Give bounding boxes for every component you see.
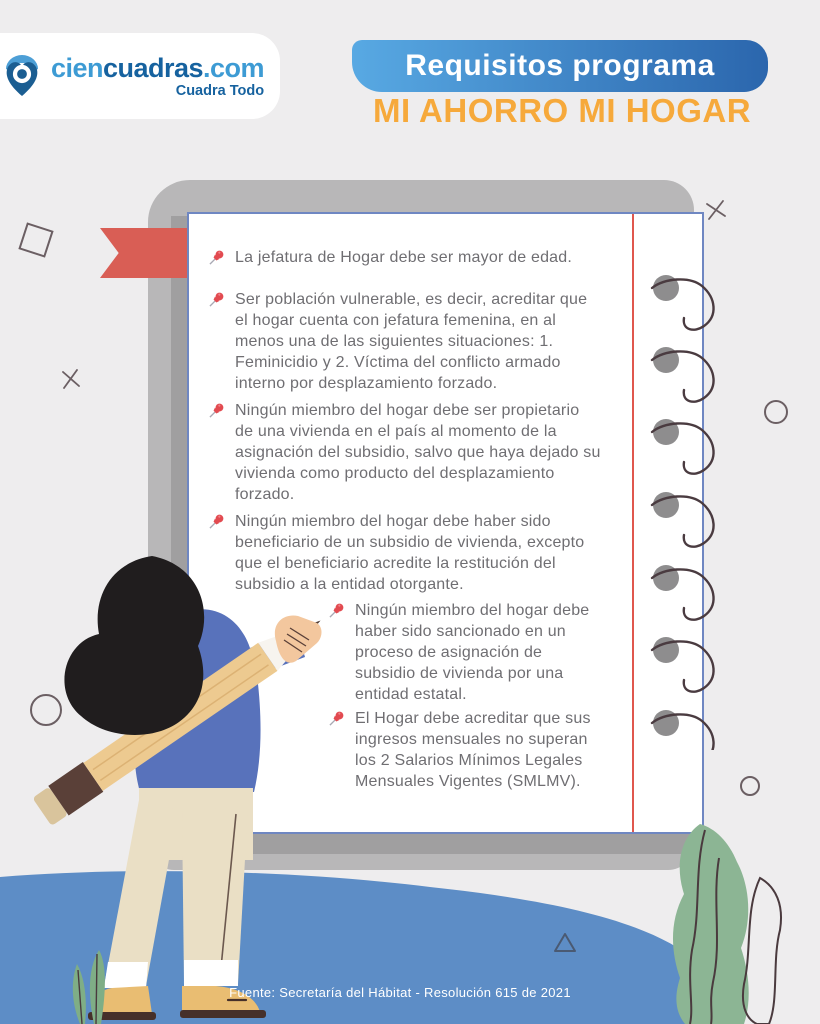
header-banner xyxy=(352,40,768,92)
pushpin-icon xyxy=(206,512,226,532)
red-ribbon-bookmark xyxy=(100,228,189,278)
diamond-outline-decoration xyxy=(18,222,53,257)
requirement-text: Ningún miembro del hogar debe haber sido beneficiario de un subsidio de vivienda, excepto que el beneficiario acredite la restitución del subsidio a la entidad otorgante. xyxy=(235,513,585,593)
source-caption: Fuente: Secretaría del Hábitat - Resolución 615 de 2021 xyxy=(229,985,571,1000)
character-illustration xyxy=(0,540,360,1024)
pushpin-icon xyxy=(206,401,226,421)
requirement-text: El Hogar debe acreditar que sus ingresos mensuales no superan los 2 Salarios Mínimos Legales Mensuales Vigentes (SMLMV). xyxy=(355,710,591,790)
banner-title: Requisitos programa xyxy=(405,49,715,82)
requirement-text: Ningún miembro del hogar debe ser propietario de una vivienda en el país al momento de la asignación del subsidio, salvo que haya dejado su vivienda como producto del desplazamiento forzado. xyxy=(235,402,601,503)
heart-location-icon xyxy=(2,54,42,98)
requirement-item xyxy=(206,400,602,505)
circle-outline-decoration xyxy=(764,400,788,424)
brand-tagline: Cuadra Todo xyxy=(175,82,265,99)
cross-decoration xyxy=(704,198,728,222)
program-title: MI AHORRO MI HOGAR xyxy=(372,92,752,129)
requirement-item xyxy=(206,289,598,394)
small-plant xyxy=(58,938,130,1024)
brand-name-part: cuadras xyxy=(102,52,204,83)
requirement-item xyxy=(326,600,602,705)
brand-logo-text xyxy=(51,54,264,99)
brand-tld: .com xyxy=(203,52,265,83)
brand-logo-card xyxy=(0,33,280,119)
requirement-text: Ningún miembro del hogar debe haber sido sancionado en un proceso de asignación de subsidio de vivienda por una entidad estatal. xyxy=(355,602,590,703)
requirement-text: La jefatura de Hogar debe ser mayor de edad. xyxy=(235,249,573,266)
requirement-item xyxy=(326,708,602,792)
brand-name-part: cien xyxy=(50,52,103,83)
pushpin-icon xyxy=(206,290,226,310)
requirement-item xyxy=(206,247,606,268)
cross-decoration xyxy=(60,368,82,390)
circle-outline-decoration xyxy=(740,776,760,796)
pushpin-icon xyxy=(206,248,226,268)
requirement-text: Ser población vulnerable, es decir, acreditar que el hogar cuenta con jefatura femenina, en al menos una de las siguientes situaciones: 1. Feminicidio y 2. Víctima del conflicto armado interno por desplazamiento forzado. xyxy=(235,291,588,392)
spiral-rings xyxy=(630,260,740,750)
seaweed-plant xyxy=(640,815,820,1024)
triangle-outline-decoration xyxy=(551,930,579,956)
